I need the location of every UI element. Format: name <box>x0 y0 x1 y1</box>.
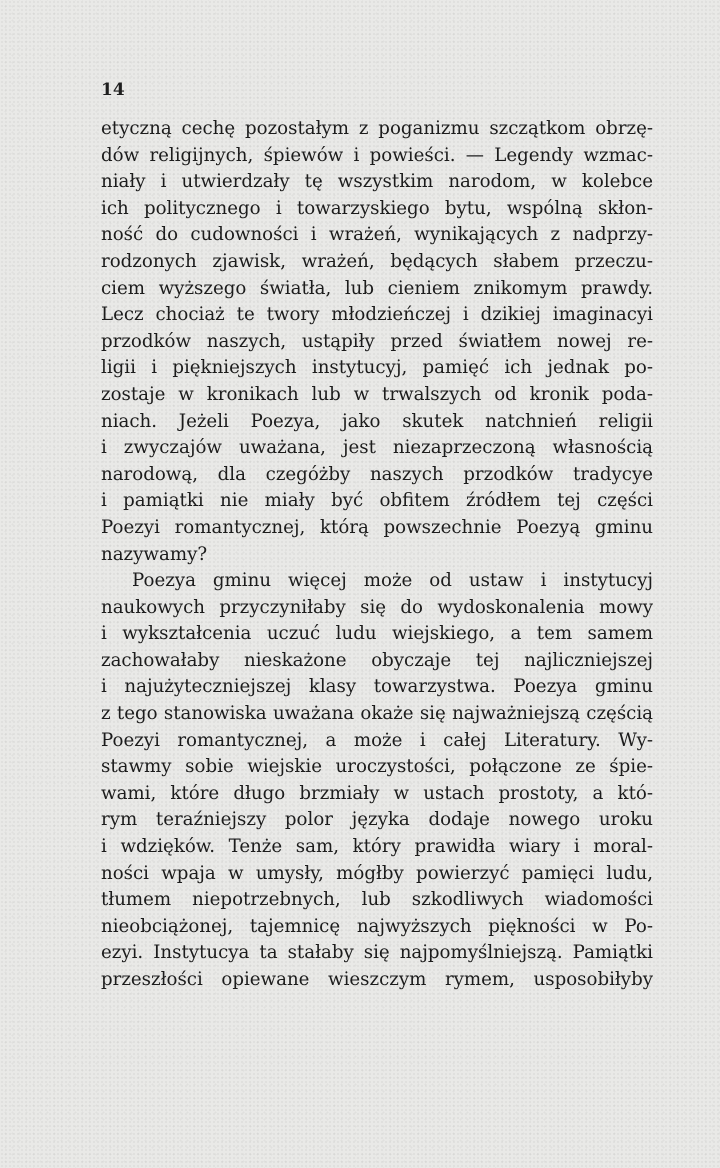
text-line: niach. Jeżeli Poezya, jako skutek natchnień religii <box>101 410 653 432</box>
body-text <box>101 116 653 994</box>
text-line: rodzonych zjawisk, wrażeń, będących słabem przeczu- <box>101 250 653 272</box>
paragraph-first-line: Poezya gminu więcej może od ustaw i instytucyj <box>132 570 653 592</box>
page-number: 14 <box>101 80 125 100</box>
text-line: tłumem niepotrzebnych, lub szkodliwych wiadomości <box>101 889 653 911</box>
text-line: Poezyi romantycznej, którą powszechnie Poezyą gminu <box>101 516 653 538</box>
text-line: wami, które długo brzmiały w ustach prostoty, a któ- <box>101 782 653 804</box>
text-line: zostaje w kronikach lub w trwalszych od kronik poda- <box>101 383 653 405</box>
text-line: Lecz chociaż te twory młodzieńczej i dzikiej imaginacyi <box>101 304 653 326</box>
text-line: dów religijnych, śpiewów i powieści. — Legendy wzmac- <box>101 144 653 166</box>
text-line: zachowałaby nieskażone obyczaje tej najliczniejszej <box>101 649 653 671</box>
text-line: i wdzięków. Tenże sam, który prawidła wiary i moral- <box>101 836 653 858</box>
text-line: stawmy sobie wiejskie uroczystości, połączone ze śpie- <box>101 756 653 778</box>
paragraph-end-line: nazywamy? <box>101 543 208 565</box>
text-line: etyczną cechę pozostałym z poganizmu szczątkom obrzę- <box>101 118 653 139</box>
text-line: ich politycznego i towarzyskiego bytu, wspólną skłon- <box>101 197 653 219</box>
text-line: nieobciążonej, tajemnicę najwyższych piękności w Po- <box>101 915 653 937</box>
text-line: naukowych przyczyniłaby się do wydoskonalenia mowy <box>101 596 653 618</box>
text-line: i najużyteczniejszej klasy towarzystwa. Poezya gminu <box>101 676 653 698</box>
text-line: niały i utwierdzały tę wszystkim narodom, w kolebce <box>101 171 653 193</box>
text-line: ności wpaja w umysły, mógłby powierzyć pamięci ludu, <box>101 862 653 884</box>
text-line: ność do cudowności i wrażeń, wynikających z nadprzy- <box>101 224 653 246</box>
text-line: przodków naszych, ustąpiły przed światłem nowej re- <box>101 330 653 352</box>
text-line: i pamiątki nie miały być obfitem źródłem tej części <box>101 490 653 512</box>
text-line: ciem wyższego światła, lub cieniem znikomym prawdy. <box>101 277 653 299</box>
text-line: Poezyi romantycznej, a może i całej Literatury. Wy- <box>101 729 653 751</box>
text-line: z tego stanowiska uważana okaże się najważniejszą częścią <box>101 703 653 725</box>
text-line: ligii i piękniejszych instytucyj, pamięć ich jednak po- <box>101 357 653 379</box>
text-line: rym teraźniejszy polor języka dodaje nowego uroku <box>101 809 653 831</box>
text-line: ezyi. Instytucya ta stałaby się najpomyślniejszą. Pamiątki <box>101 942 653 964</box>
text-line: przeszłości opiewane wieszczym rymem, usposobiłyby <box>101 969 653 990</box>
text-line: i zwyczajów uważana, jest niezaprzeczoną własnością <box>101 437 653 459</box>
text-line: narodową, dla czegóżby naszych przodków tradycye <box>101 463 653 485</box>
text-line: i wykształcenia uczuć ludu wiejskiego, a tem samem <box>101 623 653 645</box>
